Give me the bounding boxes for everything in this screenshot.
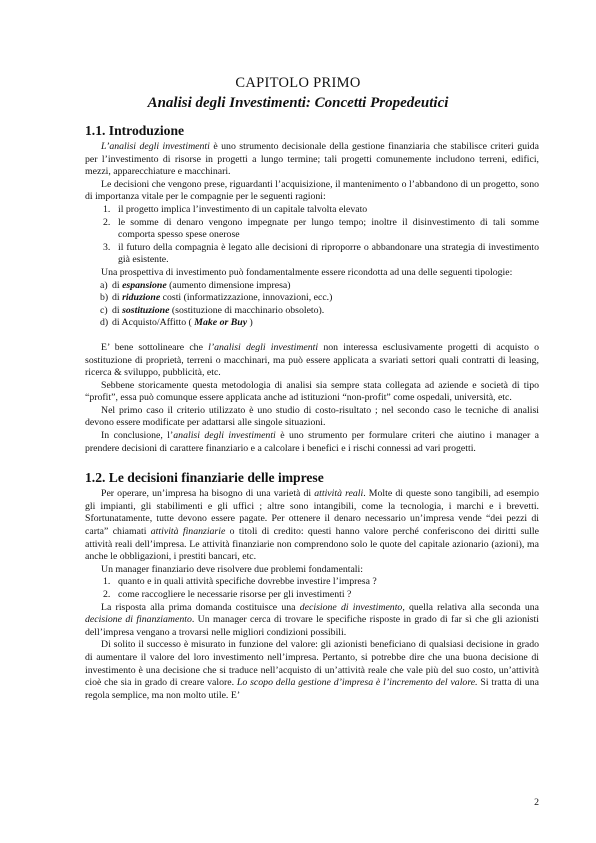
list-item	[85, 576, 539, 589]
paragraph	[85, 488, 539, 564]
italic-term: analisi degli investimenti	[173, 430, 276, 442]
italic-term: espansione	[122, 279, 167, 291]
list-number: 1.	[103, 576, 111, 588]
italic-term: decisione di finanziamento	[85, 614, 192, 626]
list-item-text: di	[112, 279, 123, 291]
list-item-text: come raccogliere le necessarie risorse per gli investimenti ?	[118, 589, 352, 600]
paragraph	[85, 342, 539, 380]
chapter-label: CAPITOLO PRIMO	[235, 75, 361, 91]
paragraph	[85, 639, 539, 702]
list-item-text: il progetto implica l’investimento di un capitale talvolta elevato	[118, 203, 368, 215]
list-number: 3.	[103, 241, 111, 253]
spacer	[85, 330, 539, 342]
list-letter: c)	[100, 304, 108, 316]
list-item	[85, 217, 539, 242]
chapter-title: Analisi degli Investimenti: Concetti Propedeutici	[147, 95, 449, 111]
list-item	[85, 280, 539, 293]
list-letter: d)	[100, 317, 109, 329]
list-number: 2.	[103, 216, 111, 228]
paragraph	[85, 430, 539, 455]
list-item	[85, 292, 539, 305]
paragraph: Una prospettiva di investimento può fondamentalmente essere ricondotta ad una delle seguenti tipologie:	[101, 266, 513, 278]
paragraph	[85, 602, 539, 640]
page-body	[85, 122, 539, 702]
italic-term: Lo scopo della gestione d’impresa è l’incremento del valore.	[236, 677, 478, 689]
paragraph-text: non interessa esclusivamente progetti di acquisto o sostituzione di proprietà, terreni o macchinari, ma può essere applicata a svariati settori quali contratti di leasing, ricerca & sviluppo, pubblicità, etc.	[85, 341, 540, 379]
paragraph-text: . Un manager cerca di trovare le specifiche risposte in grado di far sì che gli azionisti dell’impresa vengano a trovarsi nelle migliori condizioni possibili.	[85, 614, 539, 638]
paragraph-text: Di solito il successo è misurato in funzione del valore: gli azionisti beneficiano di qualsiasi decisione in grado di aumentare il valore del loro investimento nell’impresa. Pertanto, si potrebbe dire che una buona decisione di investimento è una decisione che si traduce nell’acquisto di un’attività reale che vale più del suo costo, un’attività cioè che sia in grado di creare valore.	[85, 639, 539, 689]
paragraph-text: , quella relativa alla seconda una	[402, 601, 540, 613]
list-item-text: di	[112, 304, 123, 316]
list-item-text: quanto e in quali attività specifiche dovrebbe investire l’impresa ?	[118, 576, 377, 588]
problems-list	[85, 576, 539, 601]
list-item-text: (sostituzione di macchinario obsoleto).	[169, 304, 325, 316]
paragraph	[85, 141, 539, 179]
section-heading-introduzione: 1.1. Introduzione	[85, 123, 185, 138]
chapter-header	[0, 74, 596, 113]
paragraph: Le decisioni che vengono prese, riguardanti l’acquisizione, il mantenimento o l’abbandono di un progetto, sono di importanza vitale per le compagnie per le seguenti ragioni:	[85, 178, 539, 203]
list-item-text: il futuro della compagnia è legato alle decisioni di riproporre o abbandonare una strategia di investimento già esistente.	[118, 241, 539, 266]
list-item	[85, 317, 539, 330]
reasons-list	[85, 204, 539, 267]
list-letter: b)	[100, 292, 109, 304]
list-item-text: le somme di denaro vengono impegnate per lungo tempo; inoltre il disinvestimento di tali somme comporta spesso spese onerose	[118, 216, 539, 241]
list-number: 1.	[103, 203, 111, 215]
paragraph: Sebbene storicamente questa metodologia di analisi sia sempre stata collegata ad aziende e società di tipo “profit”, essa può comunque essere applicata anche ad istituzioni “non-profit” come ospedali, università, etc.	[85, 379, 539, 404]
paragraph-text: In conclusione, l’	[101, 430, 174, 442]
investment-types-list	[85, 280, 539, 330]
italic-term: L’analisi degli investimenti	[101, 141, 210, 152]
paragraph-text: Si tratta di una regola semplice, ma non molto utile. E’	[85, 677, 540, 701]
paragraph-text: o titoli di credito: questi hanno valore perché conferiscono dei diritti sulle attività reali dell’impresa. Le attività finanziarie non comprendono solo le quote del capitale azionario (azioni), ma anche le obbligazioni, i prestiti bancari, etc.	[85, 526, 539, 563]
italic-term: riduzione	[122, 292, 161, 304]
list-item-text: di	[112, 292, 123, 304]
list-number: 2.	[103, 589, 111, 600]
section-heading-decisioni-finanziarie: 1.2. Le decisioni finanziarie delle imprese	[85, 470, 324, 486]
spacer	[85, 455, 539, 469]
paragraph-text: è uno strumento decisionale della gestione finanziaria che stabilisce criteri guida per l’investimento di risorse in progetti a lungo termine; tali progetti comunemente includono terreni, edifici, mezzi, apparecchiature e macchinari.	[85, 141, 539, 178]
italic-term: sostituzione	[122, 304, 170, 316]
list-item	[85, 589, 539, 602]
list-item-text: di Acquisto/Affitto (	[112, 317, 195, 329]
italic-term: Make or Buy	[194, 317, 248, 329]
list-item	[85, 204, 539, 217]
list-letter: a)	[100, 279, 108, 291]
list-item	[85, 305, 539, 318]
paragraph: Nel primo caso il criterio utilizzato è uno studio di costo-risultato ; nel secondo caso le tecniche di analisi devono essere modificate per adattarsi alle singole situazioni.	[85, 404, 539, 429]
list-item	[85, 242, 539, 267]
italic-term: decisione di investimento	[299, 601, 403, 613]
italic-term: l’analisi degli investimenti	[208, 341, 319, 353]
italic-term: attività finanziarie	[150, 526, 226, 538]
paragraph-text: La risposta alla prima domanda costituisce una	[101, 601, 300, 613]
paragraph-text: è uno strumento per formulare criteri che aiutino i manager a prendere decisioni di carattere finanziario e a calcolare i benefici e i rischi connessi ad vari progetti.	[85, 430, 539, 454]
paragraph-text: . Molte di queste sono tangibili, ad esempio gli impianti, gli stabilimenti e gli uffici ; altre sono intangibili, come la tecnologia, i marchi e i brevetti. Sfortunatamente, tutte devono essere pagate. Per ottenere il denaro necessario un’impresa vende “dei pezzi di carta” chiamati	[85, 488, 540, 538]
paragraph-text: E’ bene sottolineare che	[101, 341, 209, 353]
list-item-text: )	[247, 317, 253, 329]
italic-term: attività reali	[314, 488, 364, 500]
paragraph: Un manager finanziario deve risolvere due problemi fondamentali:	[101, 563, 363, 575]
page-number: 2	[534, 797, 539, 808]
list-item-text: costi (informatizzazione, innovazioni, ecc.)	[160, 292, 333, 304]
list-item-text: (aumento dimensione impresa)	[166, 279, 291, 291]
paragraph-text: Per operare, un’impresa ha bisogno di una varietà di	[101, 488, 315, 500]
